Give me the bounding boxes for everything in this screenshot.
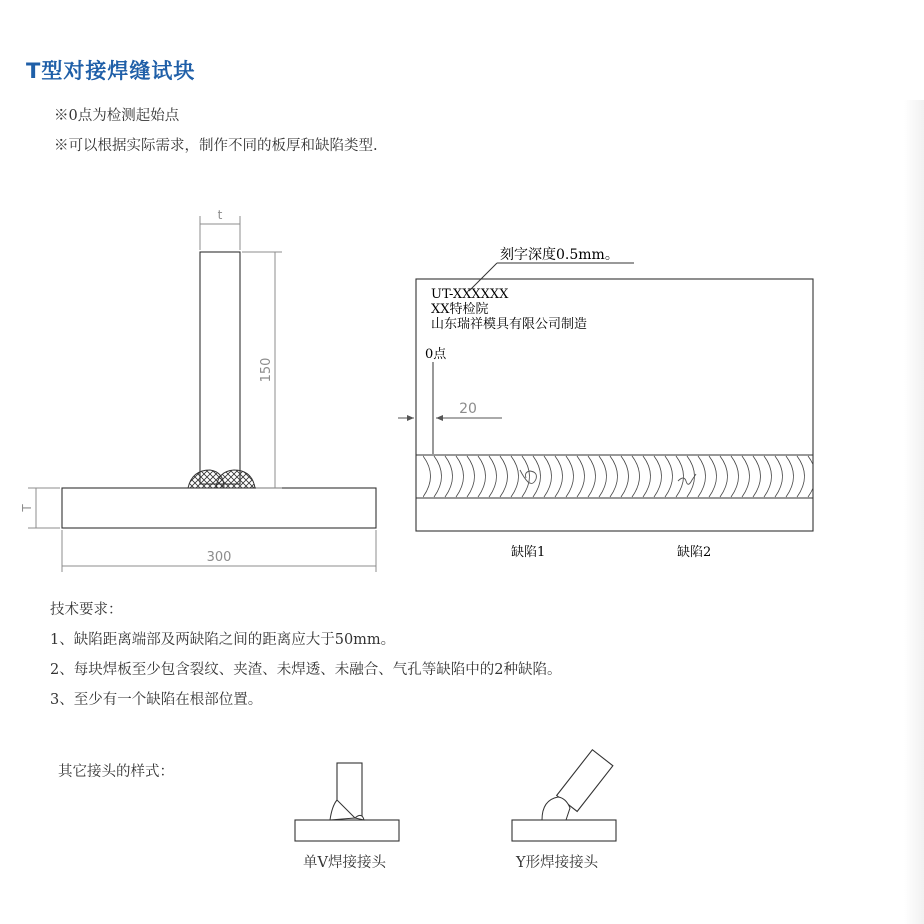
single-v-joint — [295, 763, 399, 841]
requirement-1: 1、缺陷距离端部及两缺陷之间的距离应大于50mm。 — [50, 632, 396, 648]
offset-label: 20 — [459, 401, 477, 417]
plate-front-view — [398, 246, 827, 560]
zero-point-label: 0点 — [425, 347, 447, 362]
t-joint-side-view — [20, 208, 376, 572]
thickness-base-label: T — [20, 504, 34, 512]
weld-ripple — [819, 456, 827, 497]
base-plate — [62, 488, 376, 528]
page-title: T型对接焊缝试块 — [26, 59, 196, 83]
vertical-plate — [200, 252, 240, 484]
note-zero-point: ※0点为检测起始点 — [54, 108, 180, 124]
single-v-joint-label: 单V焊接接头 — [303, 855, 386, 871]
thickness-top-label: t — [217, 208, 223, 222]
y-joint — [512, 750, 616, 841]
length-label: 300 — [206, 550, 232, 565]
defect-2-label: 缺陷2 — [677, 545, 712, 560]
plate-line-2: XX特检院 — [431, 302, 489, 317]
y-joint-label: Y形焊接接头 — [516, 855, 599, 871]
plate-line-1: UT-XXXXXX — [431, 287, 509, 302]
requirements-heading: 技术要求： — [50, 602, 123, 618]
engraving-note: 刻字深度0.5mm。 — [500, 247, 619, 263]
note-custom: ※可以根据实际需求，制作不同的板厚和缺陷类型. — [54, 138, 378, 154]
height-label: 150 — [259, 357, 274, 383]
requirement-3: 3、至少有一个缺陷在根部位置。 — [50, 692, 263, 708]
requirement-2: 2、每块焊板至少包含裂纹、夹渣、未焊透、未融合、气孔等缺陷中的2种缺陷。 — [50, 662, 562, 678]
plate-line-3: 山东瑞祥模具有限公司制造 — [431, 317, 588, 332]
other-joints-heading: 其它接头的样式： — [58, 764, 174, 780]
defect-1-label: 缺陷1 — [511, 545, 546, 560]
